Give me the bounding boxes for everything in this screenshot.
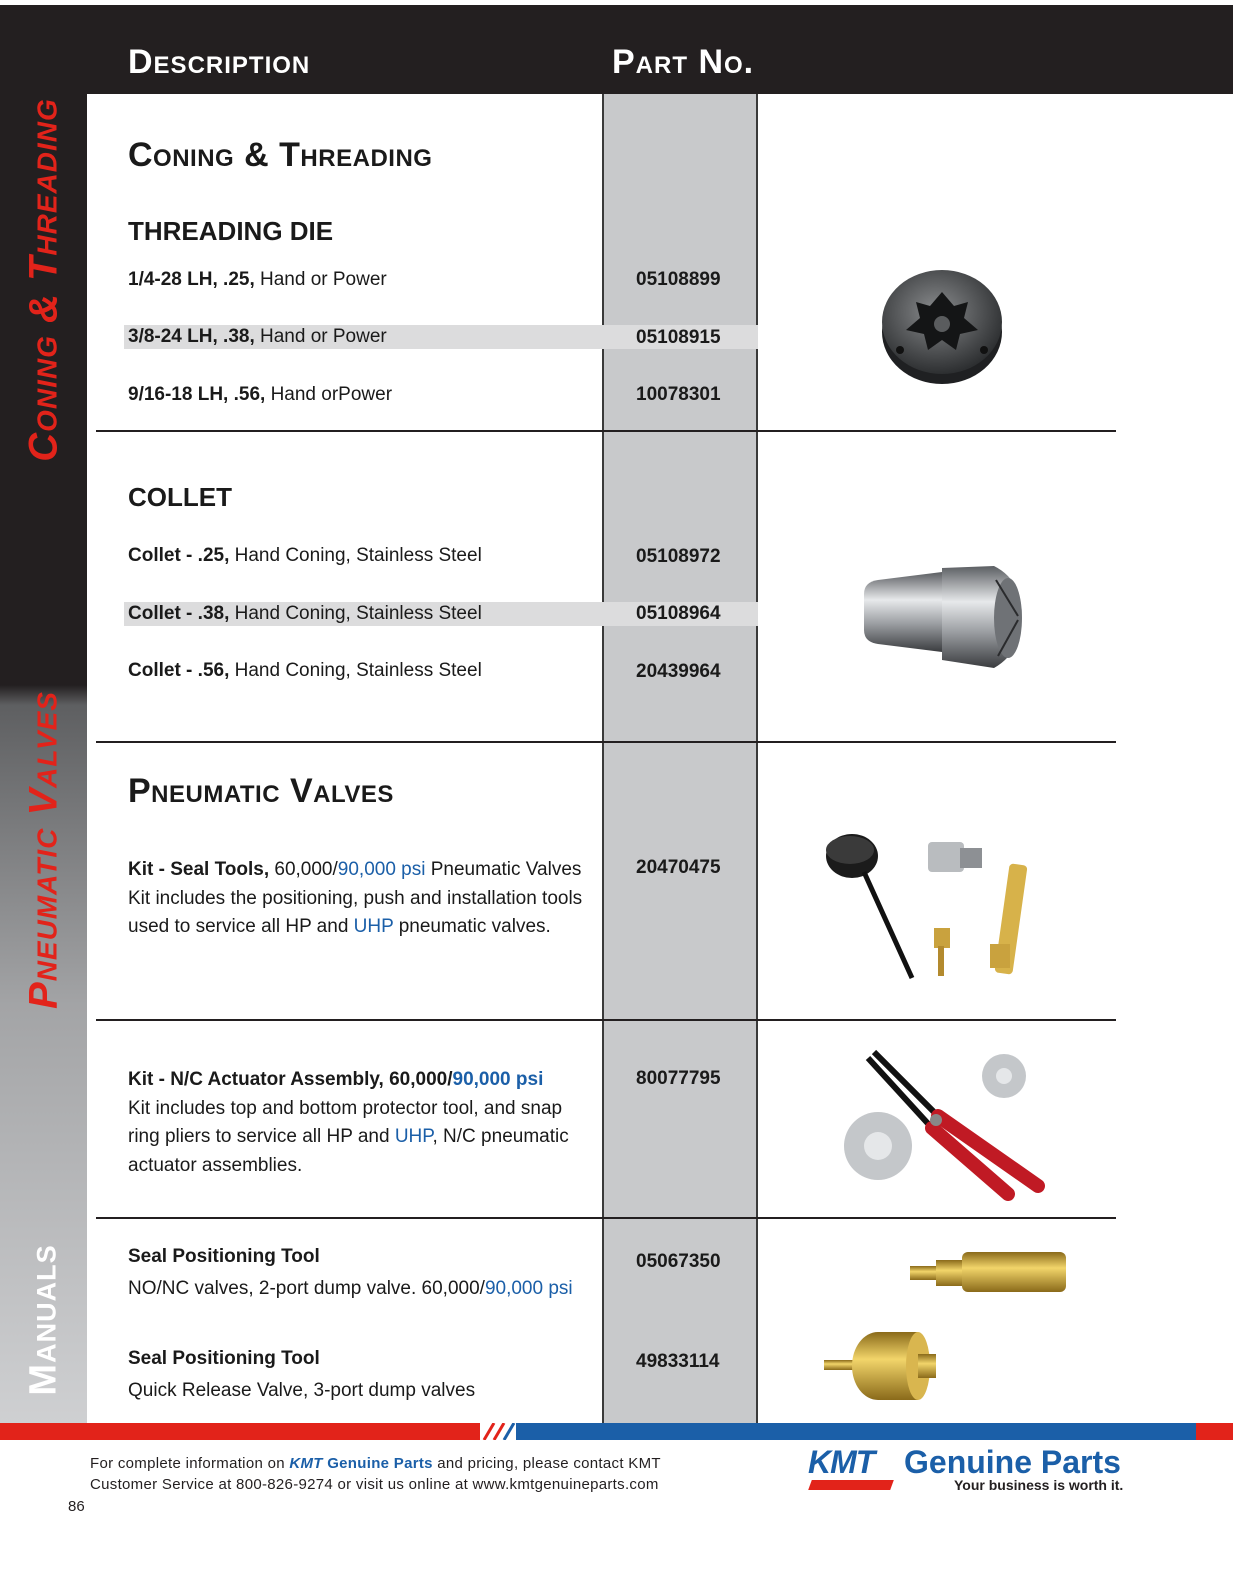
item-pressure: 90,000 psi <box>337 859 426 880</box>
part-number: 05067350 <box>636 1251 721 1272</box>
item-spec: Kit - Seal Tools, <box>128 859 270 880</box>
item-text: NO/NC valves, 2-port dump valve. 60,000/ <box>128 1277 485 1299</box>
seal-positioning-tool-image <box>822 1328 940 1404</box>
part-number: 80077795 <box>636 1068 721 1089</box>
item-title: Seal Positioning Tool <box>128 1246 320 1267</box>
item-text: Hand orPower <box>265 384 393 405</box>
item-line: Kit includes top and bottom protector tool, and snap <box>128 1097 563 1119</box>
part-number: 05108972 <box>636 546 721 567</box>
item-text: Hand or Power <box>254 326 387 347</box>
section-title-pneumatic: Pneumatic Valves <box>128 772 394 810</box>
section-title-coning: Coning & Threading <box>128 136 433 174</box>
item-text: Hand Coning, Stainless Steel <box>229 603 482 624</box>
item-pressure: 90,000 psi <box>452 1069 544 1090</box>
list-item-seal-positioning-tool <box>128 1345 588 1405</box>
footer-line <box>90 1453 661 1474</box>
list-item <box>128 545 482 567</box>
logo-red-bar <box>808 1480 894 1490</box>
subsection-title-threading-die: THREADING DIE <box>128 216 334 246</box>
list-item-seal-positioning-tool <box>128 1243 588 1303</box>
footer-text-part: and pricing, please contact KMT <box>432 1455 661 1472</box>
table-header <box>0 5 1233 94</box>
list-item-seal-tools-kit <box>128 856 588 942</box>
item-spec: Collet - .38, <box>128 603 230 624</box>
item-spec: Collet - .56, <box>128 660 230 681</box>
part-number: 20439964 <box>636 661 721 682</box>
item-line <box>128 1066 588 1095</box>
part-number-column-header: Part No. <box>612 43 755 81</box>
item-line: actuator assemblies. <box>128 1154 303 1176</box>
item-spec: 9/16-18 LH, .56, <box>128 384 266 405</box>
part-number: 10078301 <box>636 384 721 405</box>
part-number: 05108915 <box>636 327 721 348</box>
item-text: ring pliers to service all HP and <box>128 1126 395 1147</box>
section-divider <box>96 430 1116 432</box>
list-item <box>128 269 387 291</box>
item-spec: Collet - .25, <box>128 545 230 566</box>
list-item <box>128 660 482 682</box>
item-spec: Kit - N/C Actuator Assembly, 60,000/ <box>128 1069 453 1090</box>
seal-positioning-tool-image <box>908 1244 1070 1304</box>
item-line <box>128 1123 588 1152</box>
item-text: Pneumatic Valves <box>425 859 582 880</box>
tab-pneumatic-label: Pneumatic Valves <box>21 691 65 1009</box>
item-spec: 1/4-28 LH, .25, <box>128 269 255 290</box>
list-item <box>128 326 387 348</box>
logo-kmt-wordmark: KMT <box>808 1444 875 1480</box>
section-divider <box>96 1217 1116 1219</box>
logo-tagline: Your business is worth it. <box>954 1477 1124 1493</box>
footer-text-part: For complete information on <box>90 1455 290 1472</box>
footer-kmt-brand: KMT <box>289 1455 323 1472</box>
list-item <box>128 603 482 625</box>
tab-pneumatic-valves[interactable] <box>0 680 87 1020</box>
part-number: 49833114 <box>636 1351 720 1372</box>
actuator-kit-image <box>838 1046 1058 1202</box>
section-divider <box>96 741 1116 743</box>
item-text: pneumatic valves. <box>393 916 551 937</box>
item-title: Seal Positioning Tool <box>128 1348 320 1369</box>
section-divider <box>96 1019 1116 1021</box>
kmt-genuine-parts-logo <box>808 1444 1128 1494</box>
footer-contact-info <box>90 1453 661 1495</box>
logo-genuine-parts: Genuine Parts <box>904 1444 1121 1480</box>
item-line <box>128 1275 588 1304</box>
collet-image <box>858 560 1028 680</box>
tab-coning-label: Coning & Threading <box>21 98 65 462</box>
item-text: Hand Coning, Stainless Steel <box>229 545 482 566</box>
footer-line: Customer Service at 800-826-9274 or visit us online at www.kmtgenuineparts.com <box>90 1476 659 1493</box>
item-line: Quick Release Valve, 3-port dump valves <box>128 1379 476 1401</box>
item-text: used to service all HP and <box>128 916 354 937</box>
item-uhp: UHP <box>394 1126 433 1147</box>
item-text: 60,000/ <box>269 859 338 880</box>
item-line <box>128 913 588 942</box>
part-number: 20470475 <box>636 857 721 878</box>
threading-die-image <box>878 262 1006 386</box>
list-item <box>128 384 392 406</box>
tab-coning-threading[interactable] <box>0 80 87 480</box>
part-number-column <box>602 94 758 1424</box>
item-line <box>128 856 588 885</box>
item-text: Hand or Power <box>254 269 387 290</box>
item-spec: 3/8-24 LH, .38, <box>128 326 255 347</box>
tab-manuals-label: Manuals <box>22 1244 64 1396</box>
footer-genuine-parts: Genuine Parts <box>327 1455 433 1472</box>
list-item-actuator-kit <box>128 1066 588 1180</box>
seal-tools-kit-image <box>820 828 1040 988</box>
item-line: Kit includes the positioning, push and installation tools <box>128 887 583 909</box>
tab-manuals[interactable] <box>0 1240 87 1400</box>
footer-stripe <box>0 1423 1233 1440</box>
item-pressure: 90,000 psi <box>484 1277 573 1299</box>
item-text: Hand Coning, Stainless Steel <box>229 660 482 681</box>
page-number: 86 <box>68 1498 85 1515</box>
part-number: 05108899 <box>636 269 721 290</box>
subsection-title-collet: COLLET <box>128 482 232 512</box>
part-number: 05108964 <box>636 603 721 624</box>
description-column-header: Description <box>128 43 311 81</box>
item-text: , N/C pneumatic <box>432 1126 569 1147</box>
item-uhp: UHP <box>353 916 394 937</box>
